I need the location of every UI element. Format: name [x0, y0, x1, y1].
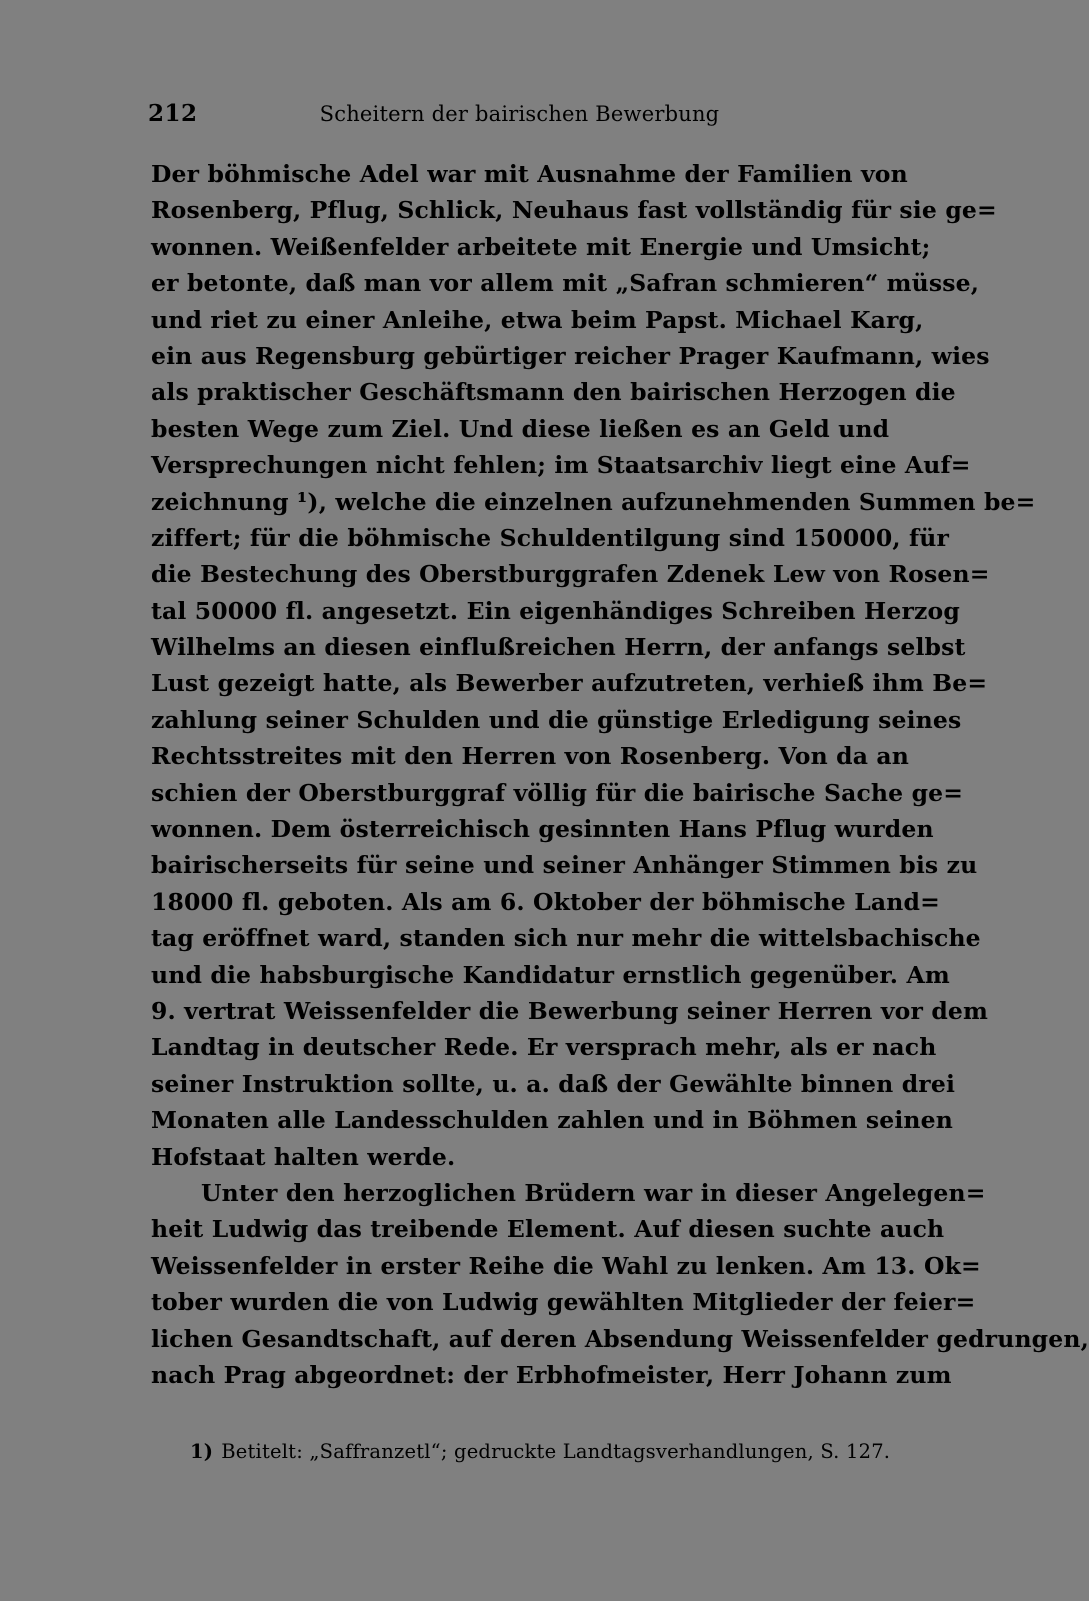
running-title: Scheitern der bairischen Bewerbung [319, 102, 720, 126]
text-line: Wilhelms an diesen einflußreichen Herrn, der anfangs selbst [151, 633, 966, 662]
text-line: besten Wege zum Ziel. Und diese ließen es an Geld und [151, 414, 890, 443]
text-line: er betonte, daß man vor allem mit „Safran schmieren“ müsse, [151, 269, 980, 298]
text-line: die Bestechung des Oberstburggrafen Zdenek Lew von Rosen= [151, 560, 990, 589]
text-line: bairischerseits für seine und seiner Anhänger Stimmen bis zu [151, 851, 978, 880]
text-line: Lust gezeigt hatte, als Bewerber aufzutreten, verhieß ihm Be= [151, 669, 988, 698]
text-line: und die habsburgische Kandidatur ernstlich gegenüber. Am [151, 960, 950, 989]
text-line: zeichnung ¹), welche die einzelnen aufzunehmenden Summen be= [151, 487, 1036, 516]
text-line: zahlung seiner Schulden und die günstige Erledigung seines [151, 705, 962, 734]
text-line: tag eröffnet ward, standen sich nur mehr die wittelsbachische [151, 924, 981, 953]
text-line: tober wurden die von Ludwig gewählten Mitglieder der feier= [151, 1288, 976, 1317]
text-line: ein aus Regensburg gebürtiger reicher Prager Kaufmann, wies [151, 341, 990, 370]
text-line: tal 50000 fl. angesetzt. Ein eigenhändiges Schreiben Herzog [151, 596, 960, 625]
text-line: seiner Instruktion sollte, u. a. daß der Gewählte binnen drei [151, 1069, 956, 1098]
text-line: Unter den herzoglichen Brüdern war in dieser Angelegen= [201, 1178, 986, 1207]
text-line: Hofstaat halten werde. [151, 1142, 456, 1171]
text-line: Monaten alle Landesschulden zahlen und in Böhmen seinen [151, 1106, 953, 1135]
text-line: 18000 fl. geboten. Als am 6. Oktober der böhmische Land= [151, 887, 940, 916]
text-line: Versprechungen nicht fehlen; im Staatsarchiv liegt eine Auf= [151, 451, 971, 480]
footnote [190, 1440, 890, 1463]
text-line: wonnen. Dem österreichisch gesinnten Hans Pflug wurden [151, 815, 934, 844]
text-line: wonnen. Weißenfelder arbeitete mit Energie und Umsicht; [151, 232, 931, 261]
text-line: heit Ludwig das treibende Element. Auf diesen suchte auch [151, 1215, 945, 1244]
text-line: ziffert; für die böhmische Schuldentilgung sind 150000, für [151, 523, 950, 552]
text-line: Rosenberg, Pflug, Schlick, Neuhaus fast vollständig für sie ge= [151, 196, 997, 225]
text-line: Weissenfelder in erster Reihe die Wahl zu lenken. Am 13. Ok= [151, 1251, 981, 1280]
text-line: lichen Gesandtschaft, auf deren Absendung Weissenfelder gedrungen, [151, 1324, 1089, 1353]
page-header [148, 100, 891, 132]
text-line: Rechtsstreites mit den Herren von Rosenberg. Von da an [151, 742, 910, 771]
text-line: Landtag in deutscher Rede. Er versprach mehr, als er nach [151, 1033, 937, 1062]
text-line: 9. vertrat Weissenfelder die Bewerbung seiner Herren vor dem [151, 996, 989, 1025]
text-line: und riet zu einer Anleihe, etwa beim Papst. Michael Karg, [151, 305, 924, 334]
footnote-text: Betitelt: „Saffranzetl“; gedruckte Landtagsverhandlungen, S. 127. [221, 1440, 891, 1463]
footnote-marker: 1) [190, 1440, 214, 1463]
body-text [151, 156, 1089, 1393]
text-line: schien der Oberstburggraf völlig für die bairische Sache ge= [151, 778, 964, 807]
page-number: 212 [148, 100, 198, 127]
text-line: Der böhmische Adel war mit Ausnahme der Familien von [151, 160, 908, 188]
text-line: nach Prag abgeordnet: der Erbhofmeister, Herr Johann zum [151, 1360, 952, 1389]
text-line: als praktischer Geschäftsmann den bairischen Herzogen die [151, 378, 956, 407]
